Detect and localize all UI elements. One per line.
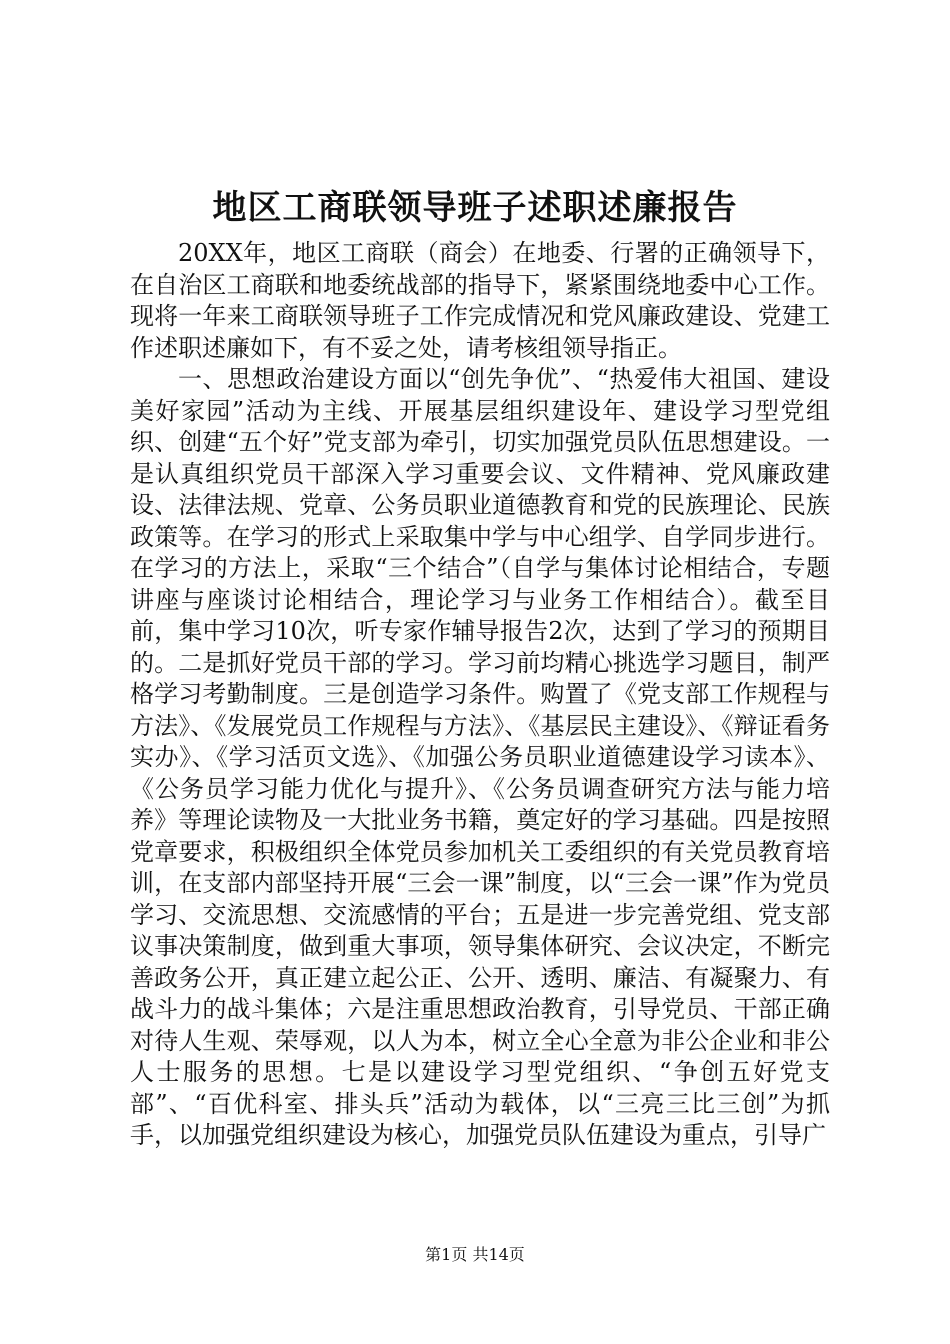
paragraph-intro: 20XX年，地区工商联（商会）在地委、行署的正确领导下，在自治区工商联和地委统战部的指导下，紧紧围绕地委中心工作。现将一年来工商联领导班子工作完成情况和党风廉政建设、党建工作述职述廉如下，有不妥之处，请考核组领导指正。: [130, 239, 830, 362]
document-body: [130, 238, 830, 1152]
paragraph-section-one: 一、思想政治建设方面以“创先争优”、“热爱伟大祖国、建设美好家园”活动为主线、开展基层组织建设年、建设学习型党组织、创建“五个好”党支部为牵引，切实加强党员队伍思想建设。一是认真组织党员干部深入学习重要会议、文件精神、党风廉政建设、法律法规、党章、公务员职业道德教育和党的民族理论、民族政策等。在学习的形式上采取集中学与中心组学、自学同步进行。在学习的方法上，采取“三个结合”（自学与集体讨论相结合，专题讲座与座谈讨论相结合，理论学习与业务工作相结合）。截至目前，集中学习10次，听专家作辅导报告2次，达到了学习的预期目的。二是抓好党员干部的学习。学习前均精心挑选学习题目，制严格学习考勤制度。三是创造学习条件。购置了《党支部工作规程与方法》、《发展党员工作规程与方法》、《基层民主建设》、《辩证看务实办》、《学习活页文选》、《加强公务员职业道德建设学习读本》、《公务员学习能力优化与提升》、《公务员调查研究方法与能力培养》等理论读物及一大批业务书籍，奠定好的学习基础。四是按照党章要求，积极组织全体党员参加机关工委组织的有关党员教育培训，在支部内部坚持开展“三会一课”制度，以“三会一课”作为党员学习、交流思想、交流感情的平台；五是进一步完善党组、党支部议事决策制度，做到重大事项，领导集体研究、会议决定，不断完善政务公开，真正建立起公正、公开、透明、廉洁、有凝聚力、有战斗力的战斗集体；六是注重思想政治教育，引导党员、干部正确对待人生观、荣辱观，以人为本，树立全心全意为非公企业和非公人士服务的思想。七是以建设学习型党组织、“争创五好党支部”、“百优科室、排头兵”活动为载体，以“三亮三比三创”为抓手，以加强党组织建设为核心，加强党员队伍建设为重点，引导广: [130, 365, 830, 1149]
document-title: 地区工商联领导班子述职述廉报告: [212, 188, 738, 228]
page-number-footer: 第1页 共14页: [425, 1245, 525, 1264]
